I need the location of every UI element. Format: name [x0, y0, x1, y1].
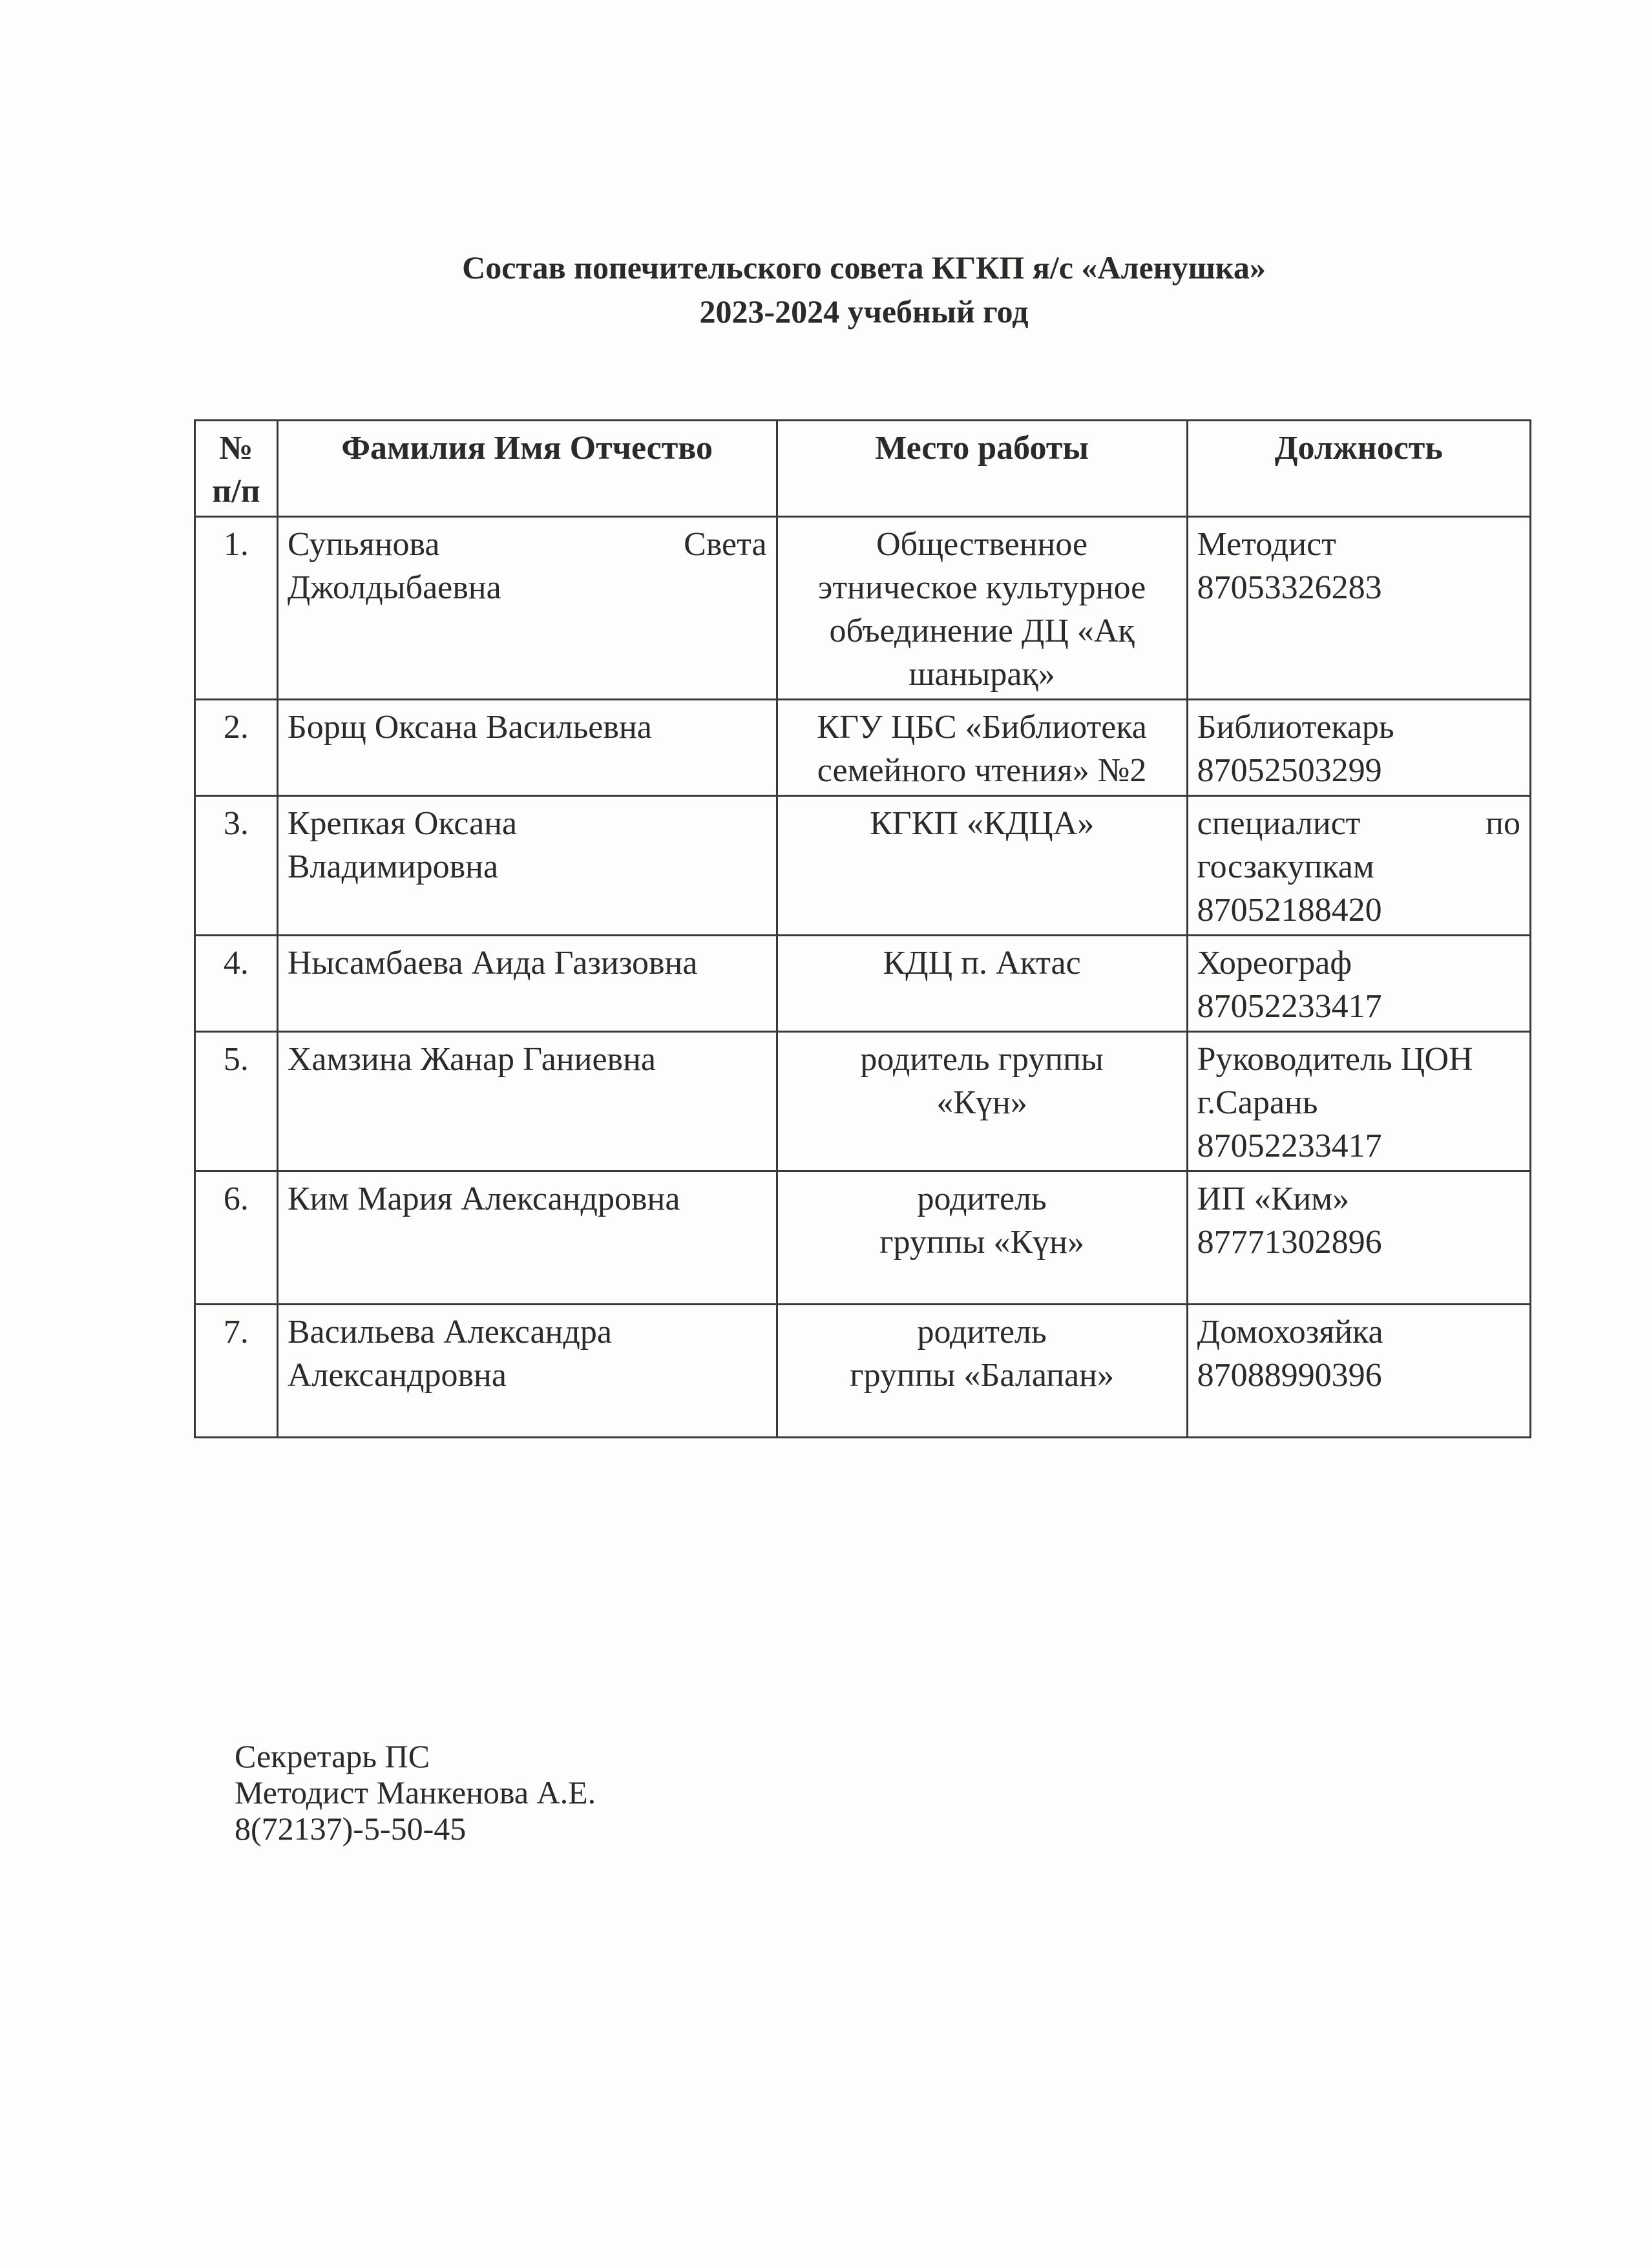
- member-name: [277, 517, 777, 700]
- member-name: [277, 1032, 777, 1171]
- signature-block: [235, 1738, 596, 1847]
- workplace-line: группы «Күн»: [879, 1224, 1084, 1261]
- position: [1187, 1305, 1530, 1438]
- workplace: [777, 936, 1187, 1032]
- member-name: [277, 1305, 777, 1438]
- workplace: [777, 517, 1187, 700]
- workplace: [777, 796, 1187, 936]
- row-number: 6.: [195, 1171, 278, 1305]
- table-row: [195, 1032, 1531, 1171]
- position-line: 87052233417: [1197, 1128, 1382, 1164]
- trustee-board-table: [194, 419, 1531, 1438]
- column-header-number: № п/п: [195, 421, 278, 517]
- workplace-line: этническое культурное: [818, 569, 1146, 606]
- workplace-line: КГУ ЦБС «Библиотека: [817, 709, 1147, 746]
- row-number: 5.: [195, 1032, 278, 1171]
- position-line: Методист: [1197, 526, 1336, 563]
- member-name: [277, 796, 777, 936]
- member-name: [277, 936, 777, 1032]
- table-row: [195, 1171, 1531, 1305]
- row-number: 1.: [195, 517, 278, 700]
- position: [1187, 796, 1530, 936]
- table-row: [195, 700, 1531, 796]
- row-number: 2.: [195, 700, 278, 796]
- position-line: Библиотекарь: [1197, 709, 1394, 746]
- position: [1187, 1032, 1530, 1171]
- workplace-line: родитель: [917, 1181, 1047, 1217]
- column-header-position: Должность: [1187, 421, 1530, 517]
- workplace: [777, 1032, 1187, 1171]
- document-subtitle: 2023-2024 учебный год: [699, 293, 1029, 330]
- position-line: Руководитель ЦОН: [1197, 1041, 1473, 1078]
- footer-line: Методист Манкенова А.Е.: [235, 1774, 596, 1811]
- member-name-line: Александровна: [287, 1357, 507, 1394]
- member-name-line: [288, 523, 767, 566]
- row-number: 7.: [195, 1305, 278, 1438]
- member-name-line: Васильева Александра: [287, 1314, 612, 1350]
- workplace-line: семейного чтения» №2: [817, 752, 1147, 789]
- member-name: [277, 1171, 777, 1305]
- position: [1187, 936, 1530, 1032]
- workplace-line: КДЦ п. Актас: [883, 945, 1081, 982]
- position: [1187, 1171, 1530, 1305]
- word: специалист: [1197, 805, 1361, 842]
- member-name-line: Джолдыбаевна: [287, 569, 501, 606]
- workplace-line: шанырақ»: [909, 656, 1055, 693]
- row-number: 4.: [195, 936, 278, 1032]
- position-line: ИП «Ким»: [1197, 1181, 1350, 1217]
- position-line: 87052188420: [1197, 892, 1382, 929]
- member-name-line: Хамзина Жанар Ганиевна: [287, 1041, 656, 1078]
- workplace-line: Общественное: [876, 526, 1088, 563]
- document-title: Состав попечительского совета КГКП я/с «Аленушка»: [462, 249, 1266, 286]
- table-row: [195, 936, 1531, 1032]
- workplace-line: «Күн»: [936, 1084, 1027, 1121]
- member-name-line: Борщ Оксана Васильевна: [287, 709, 652, 746]
- position-line: Домохозяйка: [1197, 1314, 1383, 1350]
- position-line: госзакупкам: [1197, 848, 1374, 885]
- word: Супьянова: [287, 526, 440, 563]
- footer-line: 8(72137)-5-50-45: [235, 1811, 467, 1847]
- workplace-line: КГКП «КДЦА»: [869, 805, 1095, 842]
- member-name-line: Крепкая Оксана: [287, 805, 518, 842]
- table-row: [195, 517, 1531, 700]
- workplace-line: объединение ДЦ «Ақ: [829, 613, 1135, 649]
- column-header-name: Фамилия Имя Отчество: [277, 421, 777, 517]
- row-number: 3.: [195, 796, 278, 936]
- table-row: [195, 1305, 1531, 1438]
- position: [1187, 700, 1530, 796]
- workplace-line: родитель группы: [860, 1041, 1104, 1078]
- workplace-line: группы «Балапан»: [850, 1357, 1114, 1394]
- position-line: Хореограф: [1197, 945, 1352, 982]
- position-line: 87771302896: [1197, 1224, 1382, 1261]
- position-line: 87088990396: [1197, 1357, 1382, 1394]
- position-line: 87052233417: [1197, 988, 1382, 1025]
- workplace: [777, 700, 1187, 796]
- position-line: г.Сарань: [1197, 1084, 1318, 1121]
- table-row: [195, 796, 1531, 936]
- workplace-line: родитель: [917, 1314, 1047, 1350]
- word: по: [1486, 805, 1520, 842]
- position-line: [1197, 802, 1520, 845]
- member-name: [277, 700, 777, 796]
- member-name-line: Ким Мария Александровна: [287, 1181, 680, 1217]
- footer-line: Секретарь ПС: [235, 1738, 430, 1774]
- workplace: [777, 1305, 1187, 1438]
- position-line: 87052503299: [1197, 752, 1382, 789]
- member-name-line: Нысамбаева Аида Газизовна: [287, 945, 698, 982]
- word: Света: [684, 526, 767, 563]
- position: [1187, 517, 1530, 700]
- member-name-line: Владимировна: [287, 848, 499, 885]
- table-header-row: [195, 421, 1531, 517]
- position-line: 87053326283: [1197, 569, 1382, 606]
- workplace: [777, 1171, 1187, 1305]
- column-header-workplace: Место работы: [777, 421, 1187, 517]
